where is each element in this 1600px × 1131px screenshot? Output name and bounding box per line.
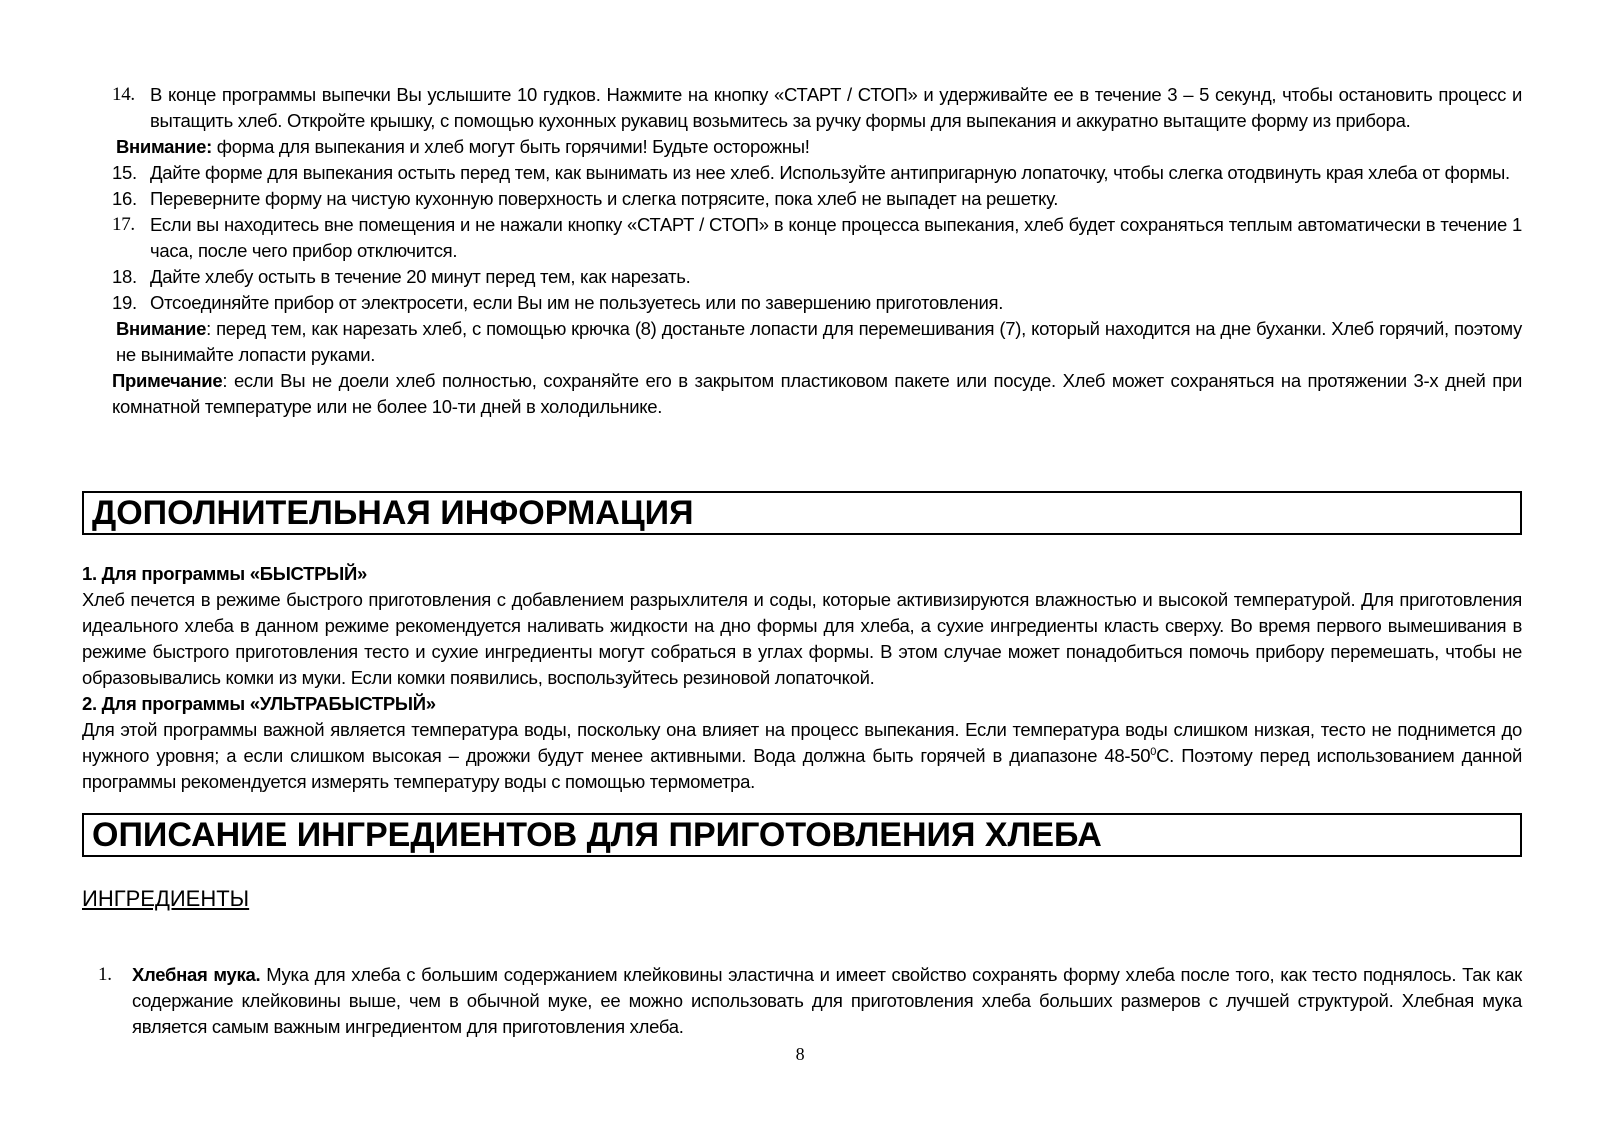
instruction-steps — [112, 82, 1522, 420]
section-heading-additional-info: ДОПОЛНИТЕЛЬНАЯ ИНФОРМАЦИЯ — [82, 491, 1522, 535]
step-text: Переверните форму на чистую кухонную поверхность и слегка потрясите, пока хлеб не выпадет на решетку. — [150, 188, 1059, 209]
step-number: 18. — [112, 266, 137, 287]
remark-text: : если Вы не доели хлеб полностью, сохраняйте его в закрытом пластиковом пакете или посуде. Хлеб может сохраняться на протяжении 3-х дней при комнатной температуре или не более 10-ти дней в холодильнике. — [112, 370, 1522, 417]
degree-superscript: 0 — [1150, 745, 1157, 758]
ingredients-list — [98, 962, 1522, 1040]
remark-note — [112, 368, 1522, 420]
subheading-fast-program: 1. Для программы «БЫСТРЫЙ» — [82, 563, 367, 584]
step-17 — [112, 212, 1522, 264]
step-15 — [112, 160, 1522, 186]
step-text: Дайте форме для выпекания остыть перед тем, как вынимать из нее хлеб. Используйте антипригарную лопаточку, чтобы слегка отодвинуть края хлеба от формы. — [150, 162, 1510, 183]
warning-text: : перед тем, как нарезать хлеб, с помощью крючка (8) достаньте лопасти для перемешивания (7), который находится на дне буханки. Хлеб горячий, поэтому не вынимайте лопасти руками. — [116, 318, 1522, 365]
warning-label: Внимание: — [116, 136, 212, 157]
step-text: Дайте хлебу остыть в течение 20 минут перед тем, как нарезать. — [150, 266, 691, 287]
ingredients-subtitle: ИНГРЕДИЕНТЫ — [82, 886, 250, 911]
warning-note — [112, 134, 1522, 160]
step-16 — [112, 186, 1522, 212]
remark-label: Примечание — [112, 370, 223, 391]
section-heading-ingredients: ОПИСАНИЕ ИНГРЕДИЕНТОВ ДЛЯ ПРИГОТОВЛЕНИЯ ХЛЕБА — [82, 813, 1522, 857]
step-text: В конце программы выпечки Вы услышите 10 гудков. Нажмите на кнопку «СТАРТ / СТОП» и удерживайте ее в течение 3 – 5 секунд, чтобы остановить процесс и вытащить хлеб. Откройте крышку, с помощью кухонных рукавиц возьмитесь за ручку формы для выпекания и аккуратно вытащите форму из прибора. — [150, 84, 1522, 131]
paragraph-fast-program: Хлеб печется в режиме быстрого приготовления с добавлением разрыхлителя и соды, которые активизируются влажностью и высокой температурой. Для приготовления идеального хлеба в данном режиме рекомендуется наливать жидкости на дно формы для хлеба, а сухие ингредиенты класть сверху. Во время первого вымешивания в режиме быстрого приготовления тесто и сухие ингредиенты могут собраться в углах формы. В этом случае может понадобиться помочь прибору перемешать, чтобы не образовывались комки из муки. Если комки появились, воспользуйтесь резиновой лопаточкой. — [82, 589, 1522, 688]
warning-label: Внимание — [116, 318, 207, 339]
step-14 — [112, 82, 1522, 134]
step-number: 14. — [112, 84, 135, 105]
ingredient-number: 1. — [98, 964, 112, 985]
warning-note — [112, 316, 1522, 368]
paragraph-ultrafast-program — [82, 717, 1522, 795]
page-number: 8 — [795, 1044, 805, 1064]
step-text: Если вы находитесь вне помещения и не нажали кнопку «СТАРТ / СТОП» в конце процесса выпекания, хлеб будет сохраняться теплым автоматически в течение 1 часа, после чего прибор отключится. — [150, 214, 1522, 261]
subheading-ultrafast-program: 2. Для программы «УЛЬТРАБЫСТРЫЙ» — [82, 693, 436, 714]
step-18 — [112, 264, 1522, 290]
step-number: 19. — [112, 292, 137, 313]
additional-info-body — [82, 561, 1522, 795]
ingredient-item — [98, 962, 1522, 1040]
ingredient-text — [132, 962, 1522, 1040]
step-number: 16. — [112, 188, 137, 209]
step-number: 17. — [112, 214, 135, 235]
ingredient-description: Мука для хлеба с большим содержанием клейковины эластична и имеет свойство сохранять форму хлеба после того, как тесто поднялось. Так как содержание клейковины выше, чем в обычной муке, ее можно использовать для приготовления хлеба больших размеров с лучшей структурой. Хлебная мука является самым важным ингредиентом для приготовления хлеба. — [132, 964, 1522, 1037]
paragraph-text: Для этой программы важной является температура воды, поскольку она влияет на процесс выпекания. Если температура воды слишком низкая, тесто не поднимется до нужного уровня; а если слишком высокая – дрожжи будут менее активными. Вода должна быть горячей в диапазоне 48-50 — [82, 719, 1522, 766]
paragraph-text: С. Поэтому перед использованием данной программы рекомендуется измерять температуру воды с помощью термометра. — [82, 745, 1522, 792]
step-text: Отсоединяйте прибор от электросети, если Вы им не пользуетесь или по завершению приготовления. — [150, 292, 1004, 313]
ingredient-label: Хлебная мука. — [132, 964, 261, 985]
step-number: 15. — [112, 162, 137, 183]
step-19 — [112, 290, 1522, 316]
warning-text: форма для выпекания и хлеб могут быть горячими! Будьте осторожны! — [211, 136, 810, 157]
